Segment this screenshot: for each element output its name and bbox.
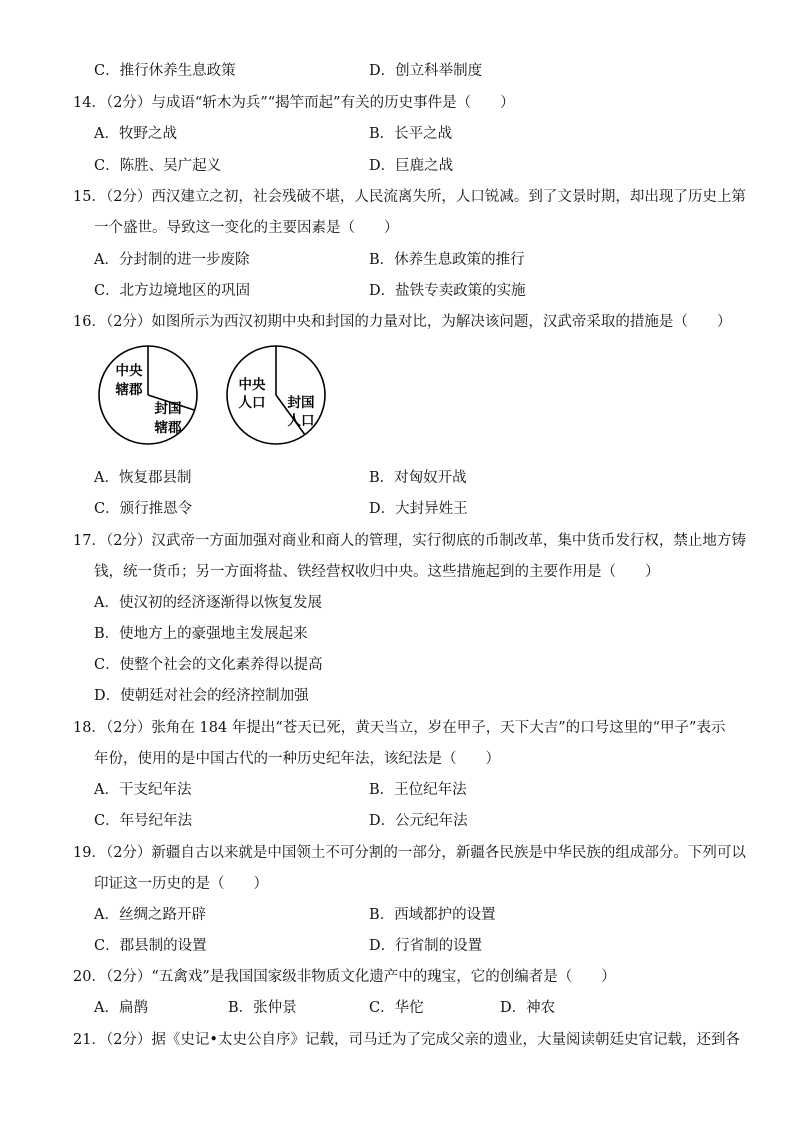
q17-option-c: C．使整个社会的文化素养得以提高 — [94, 657, 323, 673]
q18-stem-line2: 年份，使用的是中国古代的一种历史纪年法，该纪法是（ ） — [94, 751, 500, 767]
q13-option-d: D．创立科举制度 — [369, 63, 483, 79]
q19-option-a: A．丝绸之路开辟 — [94, 907, 206, 923]
q14-option-d: D．巨鹿之战 — [369, 158, 454, 174]
q16-option-b: B．对匈奴开战 — [369, 470, 467, 486]
pie1-slice2-label-line1: 封国 — [154, 401, 182, 417]
q19-option-d: D．行省制的设置 — [369, 938, 483, 954]
q17-stem-line2: 钱，统一货币；另一方面将盐、铁经营权收归中央。这些措施起到的主要作用是（ ） — [94, 564, 660, 580]
q16-option-a: A．恢复郡县制 — [94, 470, 192, 486]
q15-option-a: A．分封制的进一步废除 — [94, 252, 250, 268]
pie2-slice1-label-line1: 中央 — [238, 377, 266, 393]
q18-stem-line1: 18．（2分）张角在 184 年提出“苍天已死，黄天当立，岁在甲子，天下大吉”的口号这里的“甲子”表示 — [73, 720, 726, 736]
q17-option-a: A．使汉初的经济逐渐得以恢复发展 — [94, 595, 322, 611]
q16-option-d: D．大封异姓王 — [369, 501, 468, 517]
q17-stem-line1: 17．（2分）汉武帝一方面加强对商业和商人的管理，实行彻底的币制改革，集中货币发行权，禁止地方铸 — [73, 533, 746, 549]
q21-stem-line1: 21．（2分）据《史记•太史公自序》记载，司马迁为了完成父亲的遗业，大量阅读朝廷史官记载，还到各 — [73, 1032, 740, 1048]
q13-option-c: C．推行休养生息政策 — [94, 63, 236, 79]
q20-option-c: C．华佗 — [369, 1000, 424, 1016]
q17-option-b: B．使地方上的豪强地主发展起来 — [94, 626, 308, 642]
q16-stem: 16．（2分）如图所示为西汉初期中央和封国的力量对比，为解决该问题，汉武帝采取的措施是（ ） — [73, 314, 732, 330]
q18-option-d: D．公元纪年法 — [369, 813, 468, 829]
pie1-slice1-label-line1: 中央 — [115, 363, 143, 379]
q15-stem-line2: 一个盛世。导致这一变化的主要因素是（ ） — [94, 220, 399, 236]
q19-stem-line1: 19．（2分）新疆自古以来就是中国领土不可分割的一部分，新疆各民族是中华民族的组成部分。下列可以 — [73, 845, 746, 861]
q18-option-a: A．干支纪年法 — [94, 782, 192, 798]
q20-option-d: D．神农 — [500, 1000, 556, 1016]
pie-chart-population — [225, 344, 327, 446]
pie2-slice2-label-line2: 人口 — [287, 413, 315, 429]
q20-stem: 20．（2分）“五禽戏”是我国国家级非物质文化遗产中的瑰宝，它的创编者是（ ） — [73, 969, 616, 985]
pie2-slice1-label-line2: 人口 — [238, 395, 266, 411]
pie2-slice2-label-line1: 封国 — [287, 395, 315, 411]
q19-stem-line2: 印证这一历史的是（ ） — [94, 876, 268, 892]
q19-option-b: B．西域都护的设置 — [369, 907, 496, 923]
q17-option-d: D．使朝廷对社会的经济控制加强 — [94, 688, 309, 704]
q14-option-b: B．长平之战 — [369, 126, 453, 142]
q19-option-c: C．郡县制的设置 — [94, 938, 207, 954]
pie-chart-territory — [97, 344, 199, 446]
q14-stem: 14．（2分）与成语“斩木为兵”“揭竿而起”有关的历史事件是（ ） — [73, 95, 515, 111]
pie1-slice2-label-line2: 辖郡 — [154, 420, 182, 436]
q14-option-a: A．牧野之战 — [94, 126, 177, 142]
q14-option-c: C．陈胜、吴广起义 — [94, 158, 222, 174]
q15-option-d: D．盐铁专卖政策的实施 — [369, 283, 526, 299]
q20-option-a: A．扁鹊 — [94, 1000, 148, 1016]
q16-option-c: C．颁行推恩令 — [94, 501, 193, 517]
q18-option-c: C．年号纪年法 — [94, 813, 193, 829]
q15-option-c: C．北方边境地区的巩固 — [94, 283, 251, 299]
pie1-slice1-label-line2: 辖郡 — [115, 382, 143, 398]
q20-option-b: B．张仲景 — [228, 1000, 297, 1016]
q15-option-b: B．休养生息政策的推行 — [369, 252, 525, 268]
q18-option-b: B．王位纪年法 — [369, 782, 467, 798]
q15-stem-line1: 15．（2分）西汉建立之初，社会残破不堪，人民流离失所，人口锐减。到了文景时期，却出现了历史上第 — [73, 189, 746, 205]
